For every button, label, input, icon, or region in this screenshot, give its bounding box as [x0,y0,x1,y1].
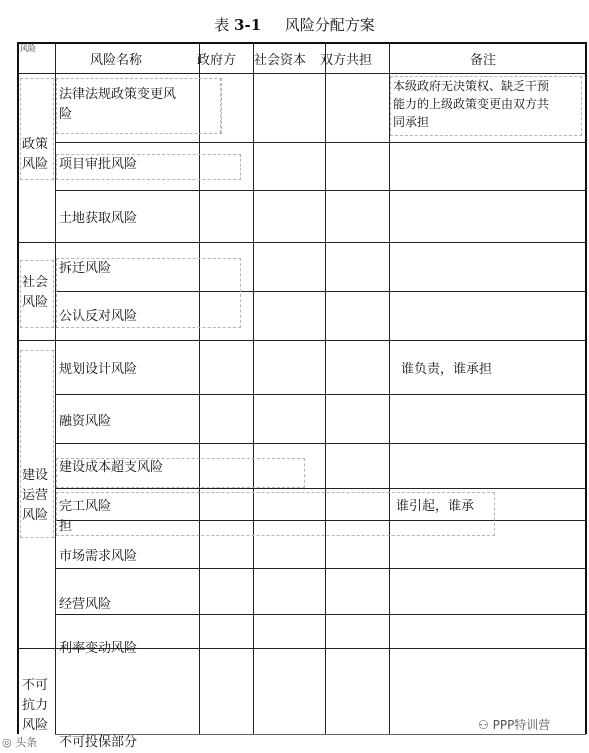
note-completion-line1: 谁引起，谁承 [396,499,475,514]
brand-watermark: ⚇ PPP特训营 [478,718,551,732]
col-line [55,42,56,734]
section-line [17,340,586,341]
header-social-capital: 社会资本 [254,53,307,68]
section-line [17,242,586,243]
source-watermark: ◎ 头条 [2,736,38,749]
risk-operation: 经营风险 [59,597,112,612]
header-both-parties: 双方共担 [320,53,373,68]
header-corner-label: 风险 [20,44,36,53]
table-top-border [17,42,586,44]
table-right-border [585,42,587,734]
risk-law-policy-change: 法律法规政策变更风 险 [59,87,177,122]
category-policy: 政策 风险 [22,137,49,172]
header-risk-name: 风险名称 [90,53,143,68]
header-government: 政府方 [197,53,237,68]
risk-relocation: 拆迁风险 [59,261,112,276]
risk-public-opposition: 公认反对风险 [59,309,138,324]
note-planning-design: 谁负责，谁承担 [401,362,493,377]
header-remarks: 备注 [470,53,497,68]
row-line [55,443,586,444]
row-line [55,614,586,615]
col-line [253,42,254,734]
risk-interest-rate: 利率变动风险 [59,641,138,656]
row-line [55,190,586,191]
category-force-majeure: 不可 抗力 风险 [22,678,49,733]
title-number: 3-1 [234,16,262,34]
row-line [55,488,586,489]
wechat-icon: ⚇ [478,718,489,732]
risk-cost-overrun: 建设成本超支风险 [59,460,164,475]
col-line [199,42,200,734]
table-title [0,14,589,35]
risk-completion: 完工风险 [59,499,112,514]
risk-financing: 融资风险 [59,414,112,429]
col-line [389,42,390,734]
row-line [55,394,586,395]
risk-market-demand: 市场需求风险 [59,549,138,564]
title-prefix: 表 [214,16,230,34]
category-social: 社会 风险 [22,275,49,310]
risk-planning-design: 规划设计风险 [59,362,138,377]
header-bottom-line [17,73,586,74]
col-line [325,42,326,734]
row-line [55,568,586,569]
camera-icon: ◎ [2,736,12,749]
row-line [55,142,586,143]
title-text: 风险分配方案 [284,16,375,34]
note-completion-line2: 担 [59,519,73,534]
risk-land-acquisition: 土地获取风险 [59,211,138,226]
table-left-border [17,42,19,734]
risk-project-approval: 项目审批风险 [59,157,138,172]
note-law-policy-change: 本级政府无决策权、缺乏干预 能力的上级政策变更由双方共 同承担 [393,79,550,129]
category-construction-operation: 建设 运营 风险 [22,468,49,523]
risk-uninsurable: 不可投保部分 [59,735,138,750]
